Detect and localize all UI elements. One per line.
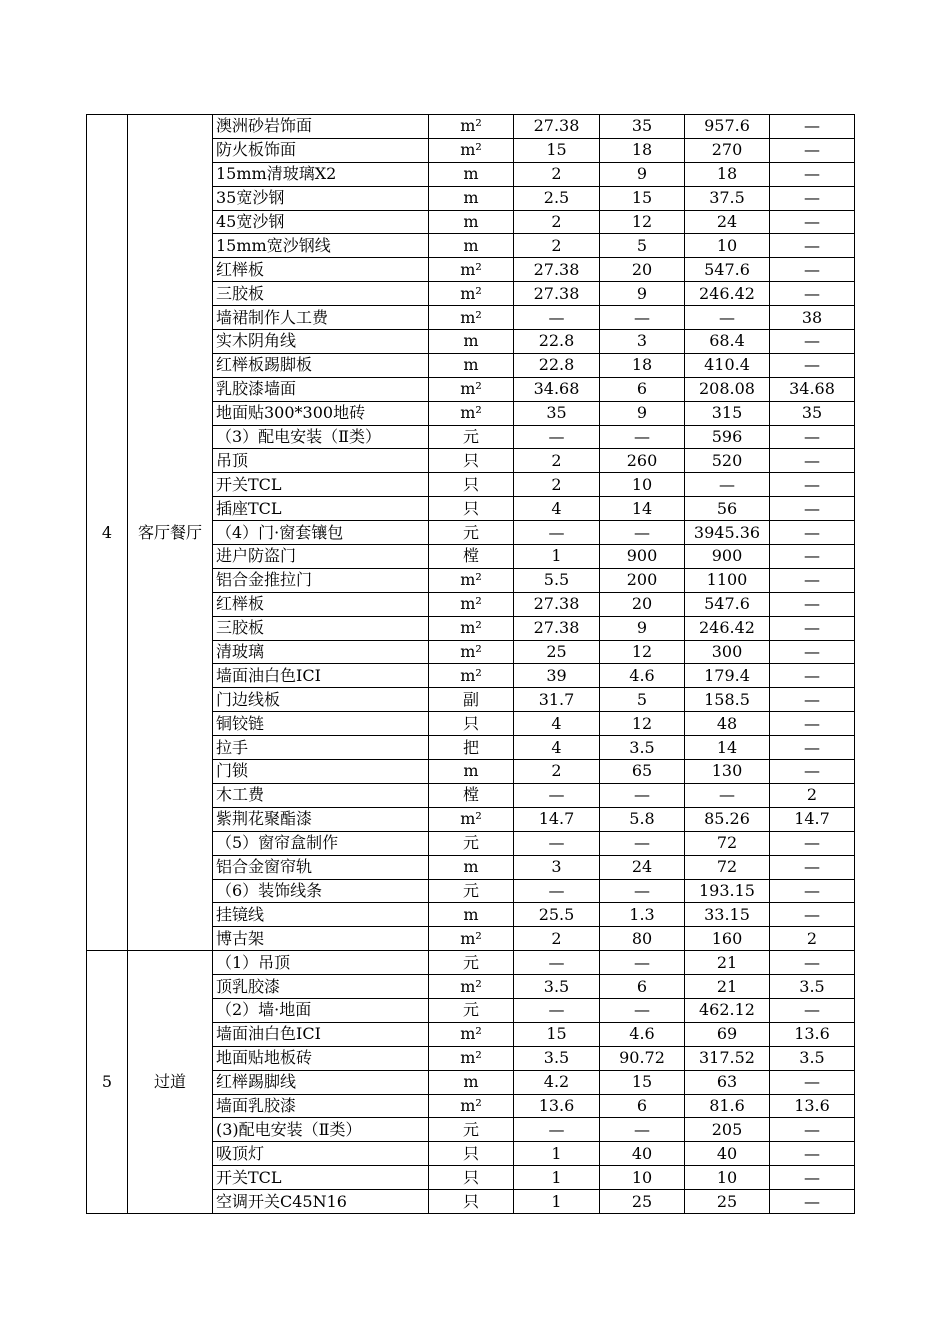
cell-labor: — bbox=[770, 688, 855, 712]
cell-amount: 10 bbox=[685, 234, 770, 258]
cell-labor: 34.68 bbox=[770, 377, 855, 401]
cell-unit: m² bbox=[429, 664, 514, 688]
cell-item-name: 空调开关C45N16 bbox=[213, 1190, 429, 1214]
table-row bbox=[87, 951, 855, 975]
cell-labor: — bbox=[770, 712, 855, 736]
cell-unit-price: 1.3 bbox=[600, 903, 685, 927]
cell-unit-price: 14 bbox=[600, 497, 685, 521]
cell-item-name: 吸顶灯 bbox=[213, 1142, 429, 1166]
cell-quantity: 13.6 bbox=[514, 1094, 600, 1118]
cell-labor: 13.6 bbox=[770, 1094, 855, 1118]
cell-unit: m² bbox=[429, 1094, 514, 1118]
cell-quantity: 27.38 bbox=[514, 592, 600, 616]
cell-quantity: 22.8 bbox=[514, 353, 600, 377]
cell-quantity: 4.2 bbox=[514, 1070, 600, 1094]
cell-unit-price: 12 bbox=[600, 712, 685, 736]
cell-quantity: — bbox=[514, 951, 600, 975]
cell-unit: m bbox=[429, 186, 514, 210]
cell-unit-price: 900 bbox=[600, 545, 685, 569]
cell-amount: 193.15 bbox=[685, 879, 770, 903]
cell-quantity: 27.38 bbox=[514, 616, 600, 640]
cell-amount: 520 bbox=[685, 449, 770, 473]
cell-labor: — bbox=[770, 831, 855, 855]
cell-labor: 14.7 bbox=[770, 807, 855, 831]
cell-item-name: 开关TCL bbox=[213, 1166, 429, 1190]
cell-item-name: 顶乳胶漆 bbox=[213, 975, 429, 999]
cell-unit: m bbox=[429, 210, 514, 234]
cell-amount: 317.52 bbox=[685, 1046, 770, 1070]
cell-unit: 元 bbox=[429, 879, 514, 903]
cell-quantity: — bbox=[514, 1118, 600, 1142]
cell-item-name: 墙裙制作人工费 bbox=[213, 306, 429, 330]
cell-labor: — bbox=[770, 640, 855, 664]
cell-quantity: 27.38 bbox=[514, 258, 600, 282]
cell-amount: 130 bbox=[685, 760, 770, 784]
cell-quantity: 4 bbox=[514, 497, 600, 521]
cell-unit-price: 9 bbox=[600, 401, 685, 425]
cell-labor: — bbox=[770, 162, 855, 186]
cell-amount: 547.6 bbox=[685, 258, 770, 282]
cell-labor: — bbox=[770, 521, 855, 545]
cell-quantity: — bbox=[514, 879, 600, 903]
cell-labor: 3.5 bbox=[770, 975, 855, 999]
cell-unit-price: — bbox=[600, 879, 685, 903]
cell-quantity: 35 bbox=[514, 401, 600, 425]
cell-item-name: 地面贴地板砖 bbox=[213, 1046, 429, 1070]
cell-quantity: 2 bbox=[514, 927, 600, 951]
cell-item-name: 墙面油白色ICI bbox=[213, 664, 429, 688]
cell-unit: 只 bbox=[429, 497, 514, 521]
cell-unit-price: 25 bbox=[600, 1190, 685, 1214]
cell-unit-price: 200 bbox=[600, 568, 685, 592]
cell-unit: 只 bbox=[429, 712, 514, 736]
cell-item-name: 红榉板 bbox=[213, 258, 429, 282]
cell-unit: 元 bbox=[429, 521, 514, 545]
cell-quantity: 15 bbox=[514, 1022, 600, 1046]
cell-labor: — bbox=[770, 1142, 855, 1166]
cell-amount: 14 bbox=[685, 736, 770, 760]
cell-labor: — bbox=[770, 282, 855, 306]
cell-amount: 25 bbox=[685, 1190, 770, 1214]
cell-item-name: 墙面乳胶漆 bbox=[213, 1094, 429, 1118]
cell-quantity: 14.7 bbox=[514, 807, 600, 831]
cell-unit: m bbox=[429, 903, 514, 927]
cell-amount: 33.15 bbox=[685, 903, 770, 927]
cell-amount: — bbox=[685, 473, 770, 497]
cell-item-name: （5）窗帘盒制作 bbox=[213, 831, 429, 855]
cell-amount: 315 bbox=[685, 401, 770, 425]
cell-quantity: 2 bbox=[514, 760, 600, 784]
cell-labor: — bbox=[770, 138, 855, 162]
cell-unit: m bbox=[429, 353, 514, 377]
cell-unit: 把 bbox=[429, 736, 514, 760]
cell-unit: 只 bbox=[429, 449, 514, 473]
cell-unit-price: 15 bbox=[600, 186, 685, 210]
cell-labor: — bbox=[770, 1118, 855, 1142]
cell-quantity: 1 bbox=[514, 1190, 600, 1214]
cell-item-name: 三胶板 bbox=[213, 616, 429, 640]
cell-amount: 72 bbox=[685, 855, 770, 879]
cell-item-name: （3）配电安装（Ⅱ类） bbox=[213, 425, 429, 449]
table-row bbox=[87, 115, 855, 139]
cell-quantity: 5.5 bbox=[514, 568, 600, 592]
cell-labor: — bbox=[770, 568, 855, 592]
cell-labor: — bbox=[770, 903, 855, 927]
cell-labor: 2 bbox=[770, 783, 855, 807]
cell-amount: 48 bbox=[685, 712, 770, 736]
cell-unit-price: 6 bbox=[600, 377, 685, 401]
cell-item-name: 35宽沙钢 bbox=[213, 186, 429, 210]
cell-quantity: — bbox=[514, 306, 600, 330]
group-room: 过道 bbox=[128, 951, 213, 1214]
cell-labor: 35 bbox=[770, 401, 855, 425]
cell-item-name: 45宽沙钢 bbox=[213, 210, 429, 234]
cell-quantity: 31.7 bbox=[514, 688, 600, 712]
cell-unit: m bbox=[429, 760, 514, 784]
cell-unit-price: 18 bbox=[600, 138, 685, 162]
quote-table bbox=[86, 114, 855, 1214]
cell-unit-price: 12 bbox=[600, 210, 685, 234]
cell-unit: 副 bbox=[429, 688, 514, 712]
cell-unit-price: 18 bbox=[600, 353, 685, 377]
cell-labor: — bbox=[770, 210, 855, 234]
cell-labor: — bbox=[770, 736, 855, 760]
cell-item-name: 进户防盗门 bbox=[213, 545, 429, 569]
cell-unit: m² bbox=[429, 807, 514, 831]
cell-item-name: 红榉板踢脚板 bbox=[213, 353, 429, 377]
cell-unit-price: 5 bbox=[600, 688, 685, 712]
cell-item-name: 紫荆花聚酯漆 bbox=[213, 807, 429, 831]
cell-unit-price: — bbox=[600, 951, 685, 975]
cell-labor: — bbox=[770, 1070, 855, 1094]
cell-labor: — bbox=[770, 234, 855, 258]
cell-unit: m² bbox=[429, 258, 514, 282]
cell-amount: 957.6 bbox=[685, 115, 770, 139]
cell-item-name: 铝合金窗帘轨 bbox=[213, 855, 429, 879]
cell-item-name: 清玻璃 bbox=[213, 640, 429, 664]
cell-quantity: 27.38 bbox=[514, 115, 600, 139]
cell-unit: m² bbox=[429, 377, 514, 401]
cell-quantity: — bbox=[514, 425, 600, 449]
cell-labor: — bbox=[770, 258, 855, 282]
cell-quantity: 25.5 bbox=[514, 903, 600, 927]
cell-unit-price: 10 bbox=[600, 1166, 685, 1190]
cell-unit-price: 90.72 bbox=[600, 1046, 685, 1070]
cell-item-name: 开关TCL bbox=[213, 473, 429, 497]
cell-item-name: 门锁 bbox=[213, 760, 429, 784]
cell-unit-price: 12 bbox=[600, 640, 685, 664]
cell-item-name: （6）装饰线条 bbox=[213, 879, 429, 903]
cell-labor: — bbox=[770, 879, 855, 903]
cell-labor: — bbox=[770, 115, 855, 139]
quote-table-body bbox=[87, 115, 855, 1214]
cell-quantity: 39 bbox=[514, 664, 600, 688]
cell-unit-price: 20 bbox=[600, 592, 685, 616]
cell-labor: — bbox=[770, 855, 855, 879]
group-number: 5 bbox=[87, 951, 128, 1214]
cell-labor: — bbox=[770, 616, 855, 640]
cell-amount: 547.6 bbox=[685, 592, 770, 616]
cell-quantity: 3.5 bbox=[514, 1046, 600, 1070]
cell-unit: 只 bbox=[429, 1166, 514, 1190]
cell-unit-price: — bbox=[600, 521, 685, 545]
cell-labor: — bbox=[770, 449, 855, 473]
cell-amount: 179.4 bbox=[685, 664, 770, 688]
cell-unit: m² bbox=[429, 282, 514, 306]
cell-labor: — bbox=[770, 998, 855, 1022]
cell-unit: m² bbox=[429, 401, 514, 425]
cell-amount: 205 bbox=[685, 1118, 770, 1142]
cell-unit-price: 6 bbox=[600, 975, 685, 999]
cell-unit-price: 260 bbox=[600, 449, 685, 473]
cell-item-name: 墙面油白色ICI bbox=[213, 1022, 429, 1046]
cell-unit: 樘 bbox=[429, 545, 514, 569]
cell-amount: 21 bbox=[685, 951, 770, 975]
cell-quantity: 27.38 bbox=[514, 282, 600, 306]
cell-unit: 元 bbox=[429, 831, 514, 855]
cell-unit-price: 9 bbox=[600, 282, 685, 306]
cell-quantity: 2 bbox=[514, 449, 600, 473]
cell-unit-price: 4.6 bbox=[600, 1022, 685, 1046]
cell-amount: — bbox=[685, 306, 770, 330]
cell-item-name: 吊顶 bbox=[213, 449, 429, 473]
cell-quantity: 3.5 bbox=[514, 975, 600, 999]
cell-unit-price: — bbox=[600, 783, 685, 807]
cell-unit: 元 bbox=[429, 998, 514, 1022]
cell-amount: 270 bbox=[685, 138, 770, 162]
cell-amount: 208.08 bbox=[685, 377, 770, 401]
cell-unit: m bbox=[429, 162, 514, 186]
cell-amount: 72 bbox=[685, 831, 770, 855]
cell-unit: m² bbox=[429, 115, 514, 139]
cell-item-name: 红榉板 bbox=[213, 592, 429, 616]
group-room: 客厅餐厅 bbox=[128, 115, 213, 951]
cell-unit: 只 bbox=[429, 1142, 514, 1166]
cell-unit: m² bbox=[429, 616, 514, 640]
cell-labor: — bbox=[770, 951, 855, 975]
cell-unit-price: 65 bbox=[600, 760, 685, 784]
cell-unit-price: — bbox=[600, 831, 685, 855]
cell-unit-price: 5 bbox=[600, 234, 685, 258]
cell-item-name: (3)配电安装（Ⅱ类） bbox=[213, 1118, 429, 1142]
cell-unit: m² bbox=[429, 568, 514, 592]
cell-amount: 63 bbox=[685, 1070, 770, 1094]
cell-unit: 元 bbox=[429, 425, 514, 449]
cell-item-name: （1）吊顶 bbox=[213, 951, 429, 975]
cell-unit: m² bbox=[429, 1022, 514, 1046]
cell-unit: 元 bbox=[429, 951, 514, 975]
cell-quantity: 2 bbox=[514, 162, 600, 186]
cell-quantity: — bbox=[514, 831, 600, 855]
cell-amount: 462.12 bbox=[685, 998, 770, 1022]
cell-unit: m² bbox=[429, 138, 514, 162]
cell-item-name: 红榉踢脚线 bbox=[213, 1070, 429, 1094]
cell-labor: — bbox=[770, 545, 855, 569]
cell-labor: — bbox=[770, 330, 855, 354]
cell-unit: m bbox=[429, 330, 514, 354]
cell-item-name: 15mm宽沙钢线 bbox=[213, 234, 429, 258]
cell-unit-price: 24 bbox=[600, 855, 685, 879]
cell-unit-price: 5.8 bbox=[600, 807, 685, 831]
cell-item-name: 挂镜线 bbox=[213, 903, 429, 927]
cell-unit: m² bbox=[429, 1046, 514, 1070]
cell-unit: m² bbox=[429, 927, 514, 951]
cell-unit-price: — bbox=[600, 1118, 685, 1142]
cell-labor: 13.6 bbox=[770, 1022, 855, 1046]
cell-amount: 40 bbox=[685, 1142, 770, 1166]
cell-quantity: — bbox=[514, 783, 600, 807]
cell-labor: — bbox=[770, 664, 855, 688]
cell-quantity: 1 bbox=[514, 545, 600, 569]
cell-amount: 85.26 bbox=[685, 807, 770, 831]
cell-unit: 只 bbox=[429, 473, 514, 497]
cell-unit: m bbox=[429, 1070, 514, 1094]
cell-quantity: — bbox=[514, 521, 600, 545]
cell-unit: m bbox=[429, 234, 514, 258]
cell-labor: 38 bbox=[770, 306, 855, 330]
cell-unit: m² bbox=[429, 975, 514, 999]
cell-amount: 900 bbox=[685, 545, 770, 569]
cell-item-name: 拉手 bbox=[213, 736, 429, 760]
cell-unit-price: 10 bbox=[600, 473, 685, 497]
cell-quantity: 1 bbox=[514, 1166, 600, 1190]
cell-quantity: 22.8 bbox=[514, 330, 600, 354]
cell-quantity: 3 bbox=[514, 855, 600, 879]
cell-labor: — bbox=[770, 592, 855, 616]
cell-quantity: 2 bbox=[514, 234, 600, 258]
cell-unit: 只 bbox=[429, 1190, 514, 1214]
cell-amount: 596 bbox=[685, 425, 770, 449]
cell-amount: 300 bbox=[685, 640, 770, 664]
cell-quantity: 34.68 bbox=[514, 377, 600, 401]
cell-item-name: 三胶板 bbox=[213, 282, 429, 306]
cell-amount: 56 bbox=[685, 497, 770, 521]
cell-unit: m² bbox=[429, 306, 514, 330]
cell-item-name: 木工费 bbox=[213, 783, 429, 807]
cell-amount: 81.6 bbox=[685, 1094, 770, 1118]
cell-labor: — bbox=[770, 760, 855, 784]
cell-unit-price: 80 bbox=[600, 927, 685, 951]
cell-item-name: 澳洲砂岩饰面 bbox=[213, 115, 429, 139]
cell-amount: 158.5 bbox=[685, 688, 770, 712]
cell-labor: — bbox=[770, 425, 855, 449]
cell-amount: 68.4 bbox=[685, 330, 770, 354]
cell-amount: 37.5 bbox=[685, 186, 770, 210]
cell-unit-price: — bbox=[600, 306, 685, 330]
cell-amount: 160 bbox=[685, 927, 770, 951]
cell-labor: — bbox=[770, 1190, 855, 1214]
cell-amount: 18 bbox=[685, 162, 770, 186]
cell-labor: — bbox=[770, 1166, 855, 1190]
cell-unit-price: 20 bbox=[600, 258, 685, 282]
cell-amount: 246.42 bbox=[685, 282, 770, 306]
cell-unit-price: 4.6 bbox=[600, 664, 685, 688]
cell-labor: 2 bbox=[770, 927, 855, 951]
cell-amount: 3945.36 bbox=[685, 521, 770, 545]
cell-unit: m bbox=[429, 855, 514, 879]
cell-item-name: 铜铰链 bbox=[213, 712, 429, 736]
cell-labor: — bbox=[770, 497, 855, 521]
cell-unit-price: 15 bbox=[600, 1070, 685, 1094]
cell-labor: — bbox=[770, 353, 855, 377]
cell-quantity: 2.5 bbox=[514, 186, 600, 210]
cell-item-name: 15mm清玻璃X2 bbox=[213, 162, 429, 186]
cell-item-name: 实木阴角线 bbox=[213, 330, 429, 354]
cell-amount: 10 bbox=[685, 1166, 770, 1190]
cell-unit-price: 6 bbox=[600, 1094, 685, 1118]
cell-quantity: 2 bbox=[514, 210, 600, 234]
cell-amount: 246.42 bbox=[685, 616, 770, 640]
cell-item-name: 防火板饰面 bbox=[213, 138, 429, 162]
cell-labor: — bbox=[770, 186, 855, 210]
cell-quantity: 4 bbox=[514, 712, 600, 736]
cell-quantity: 4 bbox=[514, 736, 600, 760]
cell-unit: m² bbox=[429, 640, 514, 664]
cell-labor: 3.5 bbox=[770, 1046, 855, 1070]
cell-unit-price: 3.5 bbox=[600, 736, 685, 760]
cell-unit: 樘 bbox=[429, 783, 514, 807]
cell-item-name: 博古架 bbox=[213, 927, 429, 951]
cell-quantity: 15 bbox=[514, 138, 600, 162]
cell-item-name: 乳胶漆墙面 bbox=[213, 377, 429, 401]
cell-unit-price: 9 bbox=[600, 616, 685, 640]
group-number: 4 bbox=[87, 115, 128, 951]
cell-item-name: 插座TCL bbox=[213, 497, 429, 521]
cell-item-name: 门边线板 bbox=[213, 688, 429, 712]
cell-quantity: 25 bbox=[514, 640, 600, 664]
cell-amount: 1100 bbox=[685, 568, 770, 592]
cell-item-name: 铝合金推拉门 bbox=[213, 568, 429, 592]
cell-unit: m² bbox=[429, 592, 514, 616]
cell-unit-price: 3 bbox=[600, 330, 685, 354]
cell-item-name: （4）门·窗套镶包 bbox=[213, 521, 429, 545]
cell-unit-price: — bbox=[600, 998, 685, 1022]
cell-quantity: 2 bbox=[514, 473, 600, 497]
cell-unit-price: 9 bbox=[600, 162, 685, 186]
cell-item-name: （2）墙·地面 bbox=[213, 998, 429, 1022]
cell-quantity: 1 bbox=[514, 1142, 600, 1166]
cell-unit-price: 40 bbox=[600, 1142, 685, 1166]
cell-amount: 21 bbox=[685, 975, 770, 999]
cell-amount: 410.4 bbox=[685, 353, 770, 377]
cell-amount: 24 bbox=[685, 210, 770, 234]
cell-amount: — bbox=[685, 783, 770, 807]
cell-unit: 元 bbox=[429, 1118, 514, 1142]
cell-amount: 69 bbox=[685, 1022, 770, 1046]
cell-labor: — bbox=[770, 473, 855, 497]
cell-unit-price: 35 bbox=[600, 115, 685, 139]
cell-quantity: — bbox=[514, 998, 600, 1022]
cell-item-name: 地面贴300*300地砖 bbox=[213, 401, 429, 425]
cell-unit-price: — bbox=[600, 425, 685, 449]
